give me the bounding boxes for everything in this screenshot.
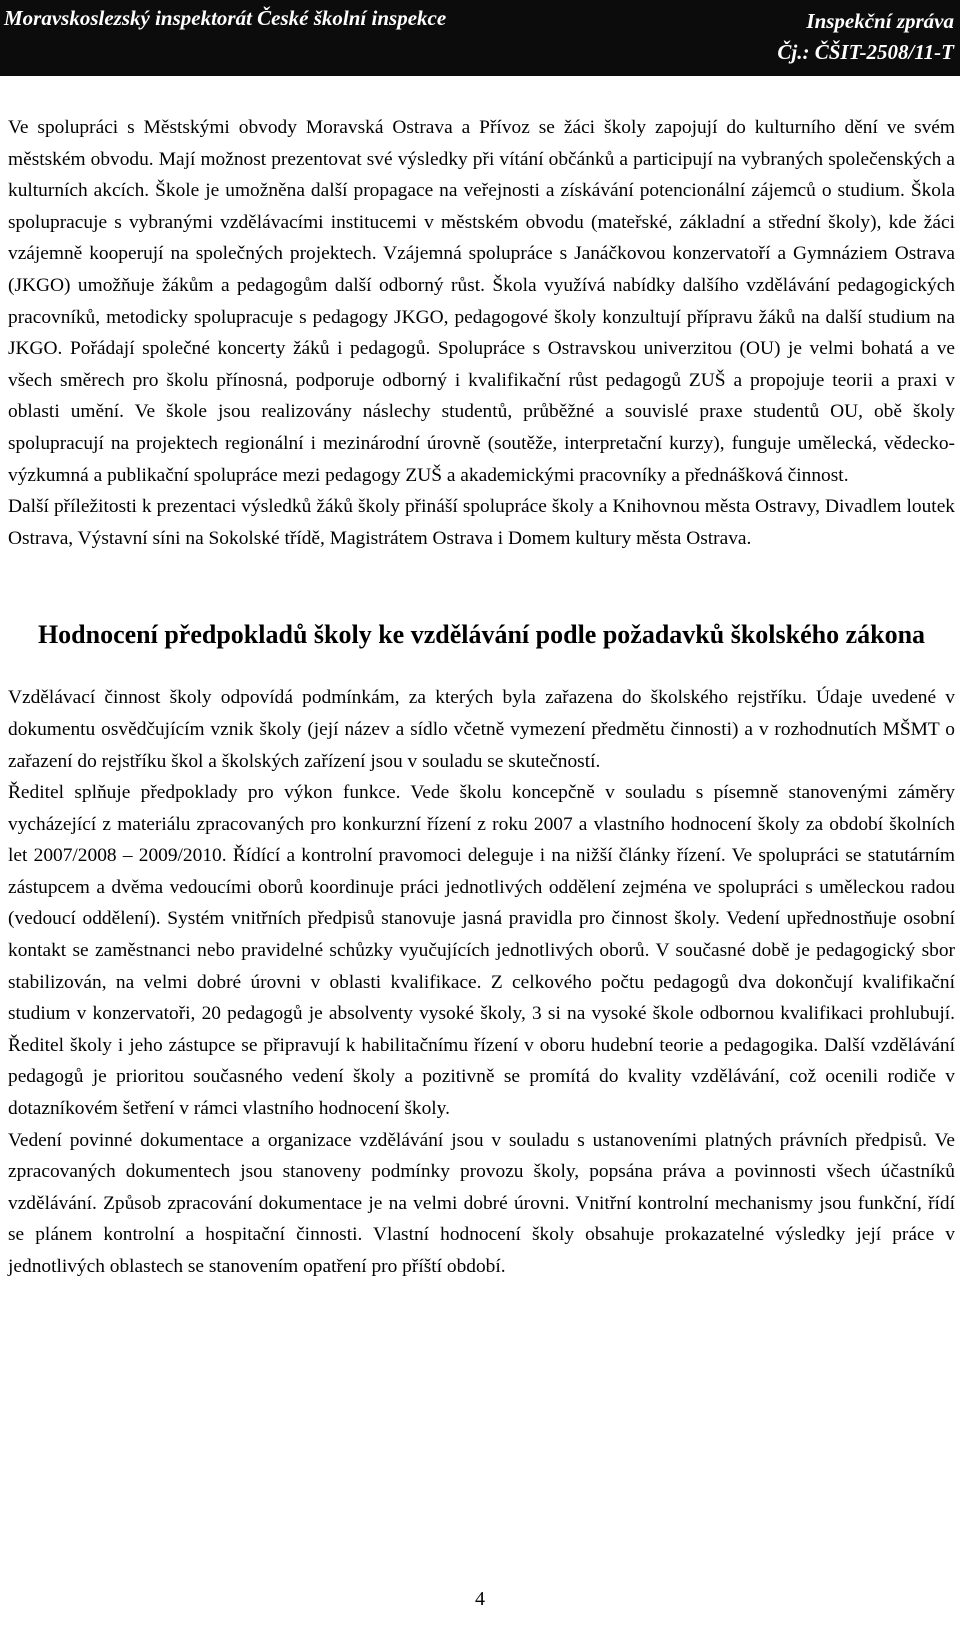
- page-number: 4: [475, 1588, 485, 1610]
- report-title: Inspekční zpráva: [806, 9, 954, 33]
- paragraph-register: Vzdělávací činnost školy odpovídá podmínkám, za kterých byla zařazena do školského rejstříku. Údaje uvedené v dokumentu osvědčujícím vznik školy (její název a sídlo včetně vymezení předmětu činnosti) a v rozhodnutích MŠMT o zařazení do rejstříku škol a školských zařízení jsou v souladu se skutečností.: [8, 687, 955, 772]
- report-info: [777, 6, 954, 68]
- paragraph-director: Ředitel splňuje předpoklady pro výkon funkce. Vede školu koncepčně v souladu s písemně stanovenými záměry vycházející z materiálu zpracovaných pro konkurzní řízení z roku 2007 a vlastního hodnocení školy za období školních let 2007/2008 – 2009/2010. Řídící a kontrolní pravomoci deleguje i na nižší články řízení. Ve spolupráci se statutárním zástupcem a dvěma vedoucími oborů koordinuje práci jednotlivých oddělení zejména ve spolupráci s uměleckou radou (vedoucí oddělení). Systém vnitřních předpisů stanovuje jasná pravidla pro činnost školy. Vedení upřednostňuje osobní kontakt se zaměstnanci nebo pravidelné schůzky vyučujících jednotlivých oborů. V současné době je pedagogický sbor stabilizován, na velmi dobré úrovni v oblasti kvalifikace. Z celkového počtu pedagogů dva dokončují kvalifikační studium v konzervatoři, 20 pedagogů je absolventy vysoké školy, 3 si na vysoké škole odbornou kvalifikaci prohlubují. Ředitel školy i jeho zástupce se připravují k habilitačnímu řízení v oboru hudební teorie a pedagogika. Další vzdělávání pedagogů je prioritou současného vedení školy a pozitivně se promítá do kvality vzdělávání, což ocenili rodiče v dotazníkovém šetření v rámci vlastního hodnocení školy.: [8, 782, 955, 1120]
- inspectorate-title: Moravskoslezský inspektorát České školní inspekce: [4, 6, 447, 30]
- reference-number: Čj.: ČŠIT-2508/11-T: [777, 40, 954, 64]
- paragraph-presentation: Další příležitosti k prezentaci výsledků žáků školy přináší spolupráce školy a Knihovnou města Ostravy, Divadlem loutek Ostrava, Výstavní síni na Sokolské třídě, Magistrátem Ostrava i Domem kultury města Ostrava.: [8, 496, 955, 549]
- section-heading: Hodnocení předpokladů školy ke vzdělávání podle požadavků školského zákona: [37, 620, 926, 650]
- document-body: [8, 112, 955, 1283]
- paragraph-documentation: Vedení povinné dokumentace a organizace vzdělávání jsou v souladu s ustanoveními platných právních předpisů. Ve zpracovaných dokumentech jsou stanoveny podmínky provozu školy, popsána práva a povinnosti všech účastníků vzdělávání. Způsob zpracování dokumentace je na velmi dobré úrovni. Vnitřní kontrolní mechanismy jsou funkční, řídí se plánem kontrolní a hospitační činnosti. Vlastní hodnocení školy obsahuje prokazatelné výsledky její práce v jednotlivých oblastech se stanovením opatření pro příští období.: [8, 1129, 955, 1277]
- page-header: [0, 0, 960, 76]
- paragraph-cooperation: Ve spolupráci s Městskými obvody Moravská Ostrava a Přívoz se žáci školy zapojují do kulturního dění ve svém městském obvodu. Mají možnost prezentovat své výsledky při vítání občánků a participují na vybraných společenských a kulturních akcích. Škole je umožněna další propagace na veřejnosti a získávání potencionální zájemců o studium. Škola spolupracuje s vybranými vzdělávacími institucemi v městském obvodu (mateřské, základní a střední školy), kde žáci vzájemně kooperují na společných projektech. Vzájemná spolupráce s Janáčkovou konzervatoří a Gymnáziem Ostrava (JKGO) umožňuje žákům a pedagogům další odborný růst. Škola využívá nabídky dalšího vzdělávání pedagogických pracovníků, metodicky spolupracuje s pedagogy JKGO, pedagogové školy konzultují přípravu žáků na další studium na JKGO. Pořádají společné koncerty žáků i pedagogů. Spolupráce s Ostravskou univerzitou (OU) je velmi bohatá a ve všech směrech pro školu přínosná, podporuje odborný i kvalifikační růst pedagogů ZUŠ a propojuje teorii a praxi v oblasti umění. Ve škole jsou realizovány náslechy studentů, průběžné a souvislé praxe studentů OU, obě školy spolupracují na projektech regionální i mezinárodní úrovně (soutěže, interpretační kurzy), funguje umělecká, vědecko-výzkumná a publikační spolupráce mezi pedagogy ZUŠ a akademickými pracovníky a přednášková činnost.: [8, 117, 955, 486]
